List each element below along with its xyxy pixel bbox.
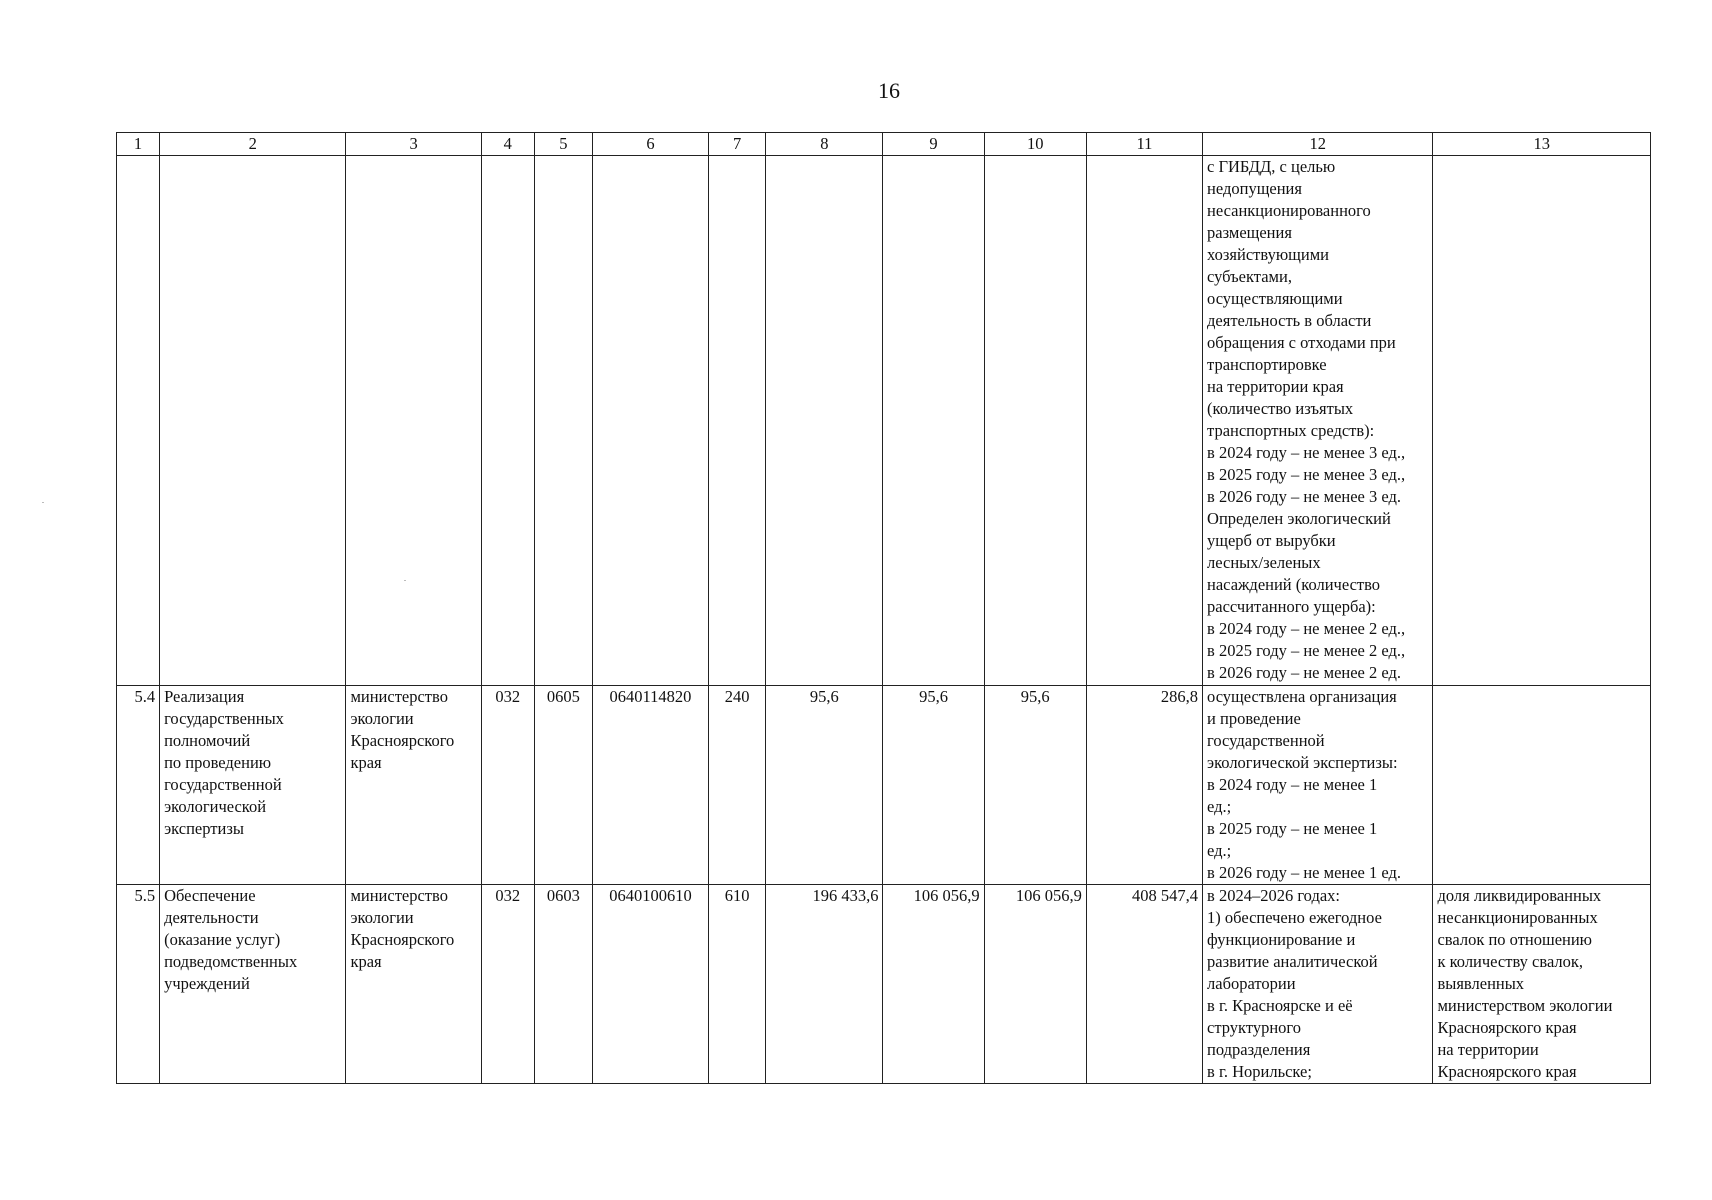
text-line: транспортировке <box>1207 355 1327 374</box>
text-line: министерство <box>350 886 448 905</box>
text-line: экологической экспертизы: <box>1207 753 1398 772</box>
activity-name <box>160 885 346 1084</box>
column-number-row <box>117 133 1651 156</box>
col-header: 4 <box>481 133 534 156</box>
table-row-continuation <box>117 156 1651 686</box>
text-line: экспертизы <box>164 819 244 838</box>
activity-name <box>160 686 346 885</box>
amount-2025: 106 056,9 <box>883 885 984 1084</box>
text-line: учреждений <box>164 974 250 993</box>
text-line: Красноярского <box>350 731 455 750</box>
text-line: в 2025 году – не менее 1 <box>1207 819 1378 838</box>
col-header: 9 <box>883 133 984 156</box>
vr-code: 610 <box>709 885 766 1084</box>
text-line: на территории края <box>1207 377 1344 396</box>
executor <box>346 885 481 1084</box>
scan-artifact <box>42 502 44 503</box>
text-line: доля ликвидированных <box>1437 886 1602 905</box>
text-line: несанкционированного <box>1207 201 1371 220</box>
text-line: к количеству свалок, <box>1437 952 1584 971</box>
text-line: в 2024–2026 годах: <box>1207 886 1341 905</box>
text-line: хозяйствующими <box>1207 245 1329 264</box>
rzpr-code: 0603 <box>534 885 592 1084</box>
text-line: насаждений (количество <box>1207 575 1381 594</box>
text-line: функционирование и <box>1207 930 1356 949</box>
indicator-cell <box>1433 885 1651 1084</box>
text-line: в г. Красноярске и её <box>1207 996 1353 1015</box>
col-header: 10 <box>984 133 1086 156</box>
text-line: подразделения <box>1207 1040 1311 1059</box>
col-header: 6 <box>592 133 708 156</box>
rzpr-code: 0605 <box>534 686 592 885</box>
col-header: 13 <box>1433 133 1651 156</box>
text-line: ед.; <box>1207 797 1232 816</box>
text-line: выявленных <box>1437 974 1525 993</box>
text-line: размещения <box>1207 223 1292 242</box>
text-line: подведомственных <box>164 952 298 971</box>
text-line: развитие аналитической <box>1207 952 1378 971</box>
program-activities-table <box>116 132 1651 1084</box>
text-line: Красноярского края <box>1437 1062 1577 1081</box>
amount-2025: 95,6 <box>883 686 984 885</box>
text-line: экологии <box>350 908 414 927</box>
text-line: Реализация <box>164 687 245 706</box>
text-line: экологии <box>350 709 414 728</box>
scan-artifact <box>404 580 406 581</box>
text-line: лаборатории <box>1207 974 1296 993</box>
amount-total: 286,8 <box>1086 686 1202 885</box>
text-line: обращения с отходами при <box>1207 333 1396 352</box>
text-line: деятельности <box>164 908 259 927</box>
amount-total: 408 547,4 <box>1086 885 1202 1084</box>
indicator-cell <box>1433 686 1651 885</box>
result-cell <box>1203 686 1433 885</box>
amount-2024: 196 433,6 <box>766 885 883 1084</box>
text-line: в 2026 году – не менее 2 ед. <box>1207 663 1401 682</box>
text-line: в 2024 году – не менее 1 <box>1207 775 1378 794</box>
text-line: осуществляющими <box>1207 289 1343 308</box>
col-header: 5 <box>534 133 592 156</box>
executor <box>346 686 481 885</box>
text-line: деятельность в области <box>1207 311 1372 330</box>
text-line: субъектами, <box>1207 267 1292 286</box>
amount-2024: 95,6 <box>766 686 883 885</box>
col-header: 12 <box>1203 133 1433 156</box>
col-header: 11 <box>1086 133 1202 156</box>
col-header: 1 <box>117 133 160 156</box>
col-header: 3 <box>346 133 481 156</box>
text-line: транспортных средств): <box>1207 421 1375 440</box>
vr-code: 240 <box>709 686 766 885</box>
text-line: рассчитанного ущерба): <box>1207 597 1376 616</box>
amount-2026: 95,6 <box>984 686 1086 885</box>
result-cell <box>1203 885 1433 1084</box>
grbs-code: 032 <box>481 686 534 885</box>
text-line: полномочий <box>164 731 251 750</box>
table-row <box>117 686 1651 885</box>
text-line: государственной <box>1207 731 1325 750</box>
text-line: в 2026 году – не менее 3 ед. <box>1207 487 1401 506</box>
text-line: (количество изъятых <box>1207 399 1354 418</box>
grbs-code: 032 <box>481 885 534 1084</box>
text-line: министерство <box>350 687 448 706</box>
text-line: в г. Норильске; <box>1207 1062 1312 1081</box>
page-number: 16 <box>878 78 900 103</box>
text-line: государственных <box>164 709 284 728</box>
text-line: экологической <box>164 797 267 816</box>
text-line: министерством экологии <box>1437 996 1613 1015</box>
text-line: в 2025 году – не менее 2 ед., <box>1207 641 1406 660</box>
text-line: ущерб от вырубки <box>1207 531 1336 550</box>
text-line: лесных/зеленых <box>1207 553 1321 572</box>
text-line: свалок по отношению <box>1437 930 1593 949</box>
text-line: в 2025 году – не менее 3 ед., <box>1207 465 1406 484</box>
csr-code: 0640100610 <box>592 885 708 1084</box>
text-line: Красноярского края <box>1437 1018 1577 1037</box>
text-line: Обеспечение <box>164 886 256 905</box>
col-header: 2 <box>160 133 346 156</box>
text-line: ед.; <box>1207 841 1232 860</box>
text-line: (оказание услуг) <box>164 930 281 949</box>
text-line: на территории <box>1437 1040 1539 1059</box>
text-line: 1) обеспечено ежегодное <box>1207 908 1382 927</box>
row-id: 5.4 <box>117 686 160 885</box>
text-line: края <box>350 753 382 772</box>
text-line: с ГИБДД, с целью <box>1207 157 1336 176</box>
table-row <box>117 885 1651 1084</box>
text-line: структурного <box>1207 1018 1302 1037</box>
text-line: Красноярского <box>350 930 455 949</box>
row-id: 5.5 <box>117 885 160 1084</box>
text-line: недопущения <box>1207 179 1302 198</box>
amount-2026: 106 056,9 <box>984 885 1086 1084</box>
text-line: края <box>350 952 382 971</box>
text-line: по проведению <box>164 753 272 772</box>
csr-code: 0640114820 <box>592 686 708 885</box>
text-line: в 2024 году – не менее 3 ед., <box>1207 443 1406 462</box>
result-cell <box>1203 156 1433 686</box>
text-line: в 2026 году – не менее 1 ед. <box>1207 863 1401 882</box>
text-line: и проведение <box>1207 709 1301 728</box>
col-header: 8 <box>766 133 883 156</box>
text-line: Определен экологический <box>1207 509 1391 528</box>
text-line: осуществлена организация <box>1207 687 1397 706</box>
col-header: 7 <box>709 133 766 156</box>
text-line: несанкционированных <box>1437 908 1598 927</box>
text-line: государственной <box>164 775 282 794</box>
text-line: в 2024 году – не менее 2 ед., <box>1207 619 1406 638</box>
